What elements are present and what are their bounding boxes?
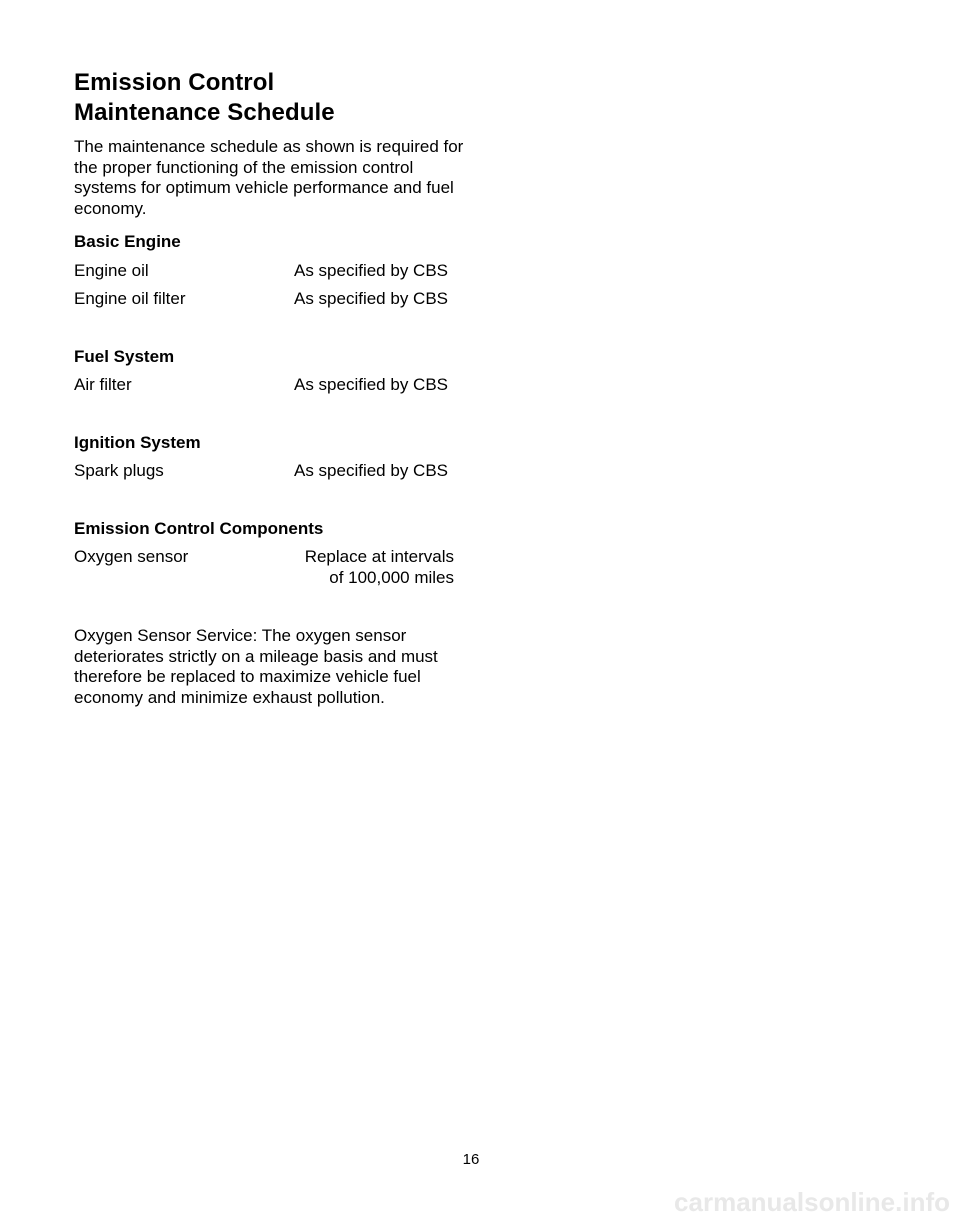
section-heading-emission-control-components: Emission Control Components [74,519,324,538]
schedule-spec: Replace at intervals of 100,000 miles [304,547,454,587]
page-number: 16 [462,1151,480,1168]
schedule-item: Oxygen sensor [74,547,189,566]
schedule-item: Engine oil [74,261,149,280]
watermark-text: carmanualsonline.info [674,1187,950,1217]
section-heading-ignition-system: Ignition System [74,433,201,452]
page-title-line-1: Emission Control [74,69,275,96]
schedule-spec: As specified by CBS [293,461,448,480]
section-heading-basic-engine: Basic Engine [74,232,181,251]
schedule-spec: As specified by CBS [293,375,448,394]
schedule-item: Engine oil filter [74,289,186,308]
oxygen-sensor-note: Oxygen Sensor Service: The oxygen sensor deteriorates strictly on a mileage basis and must therefore be replaced to maximize vehicle fuel economy and minimize exhaust pollution. [74,626,438,707]
intro-paragraph: The maintenance schedule as shown is required for the proper functioning of the emission control systems for optimum vehicle performance and fuel economy. [74,137,464,218]
section-heading-fuel-system: Fuel System [74,347,175,366]
schedule-item: Spark plugs [74,461,164,480]
page-title [74,68,335,128]
page-title-line-2: Maintenance Schedule [74,99,335,126]
schedule-item: Air filter [74,375,132,394]
schedule-spec: As specified by CBS [293,289,448,308]
schedule-spec: As specified by CBS [293,261,448,280]
